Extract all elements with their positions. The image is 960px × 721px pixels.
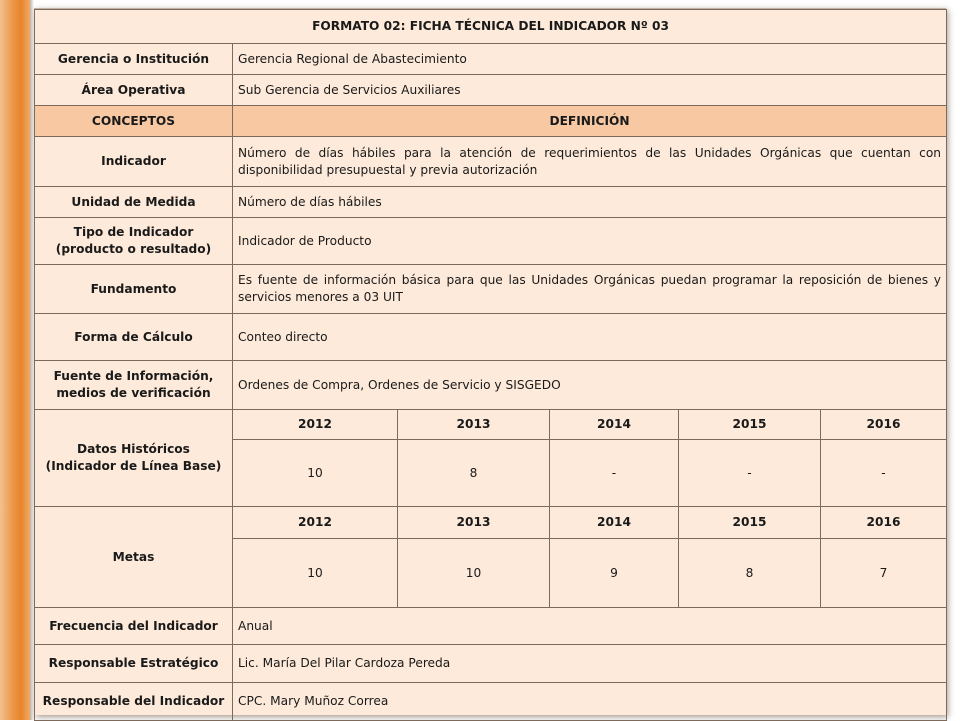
row-label: Unidad de Medida	[35, 187, 233, 218]
table-row	[35, 137, 947, 187]
table-row	[35, 75, 947, 106]
value-cell: -	[550, 440, 679, 507]
year-cell: 2016	[821, 410, 947, 440]
technical-sheet	[34, 8, 946, 715]
row-label: Frecuencia del Indicador	[35, 608, 233, 645]
indicator-table	[34, 9, 947, 721]
value-cell: 8	[679, 539, 821, 608]
row-value: Lic. María Del Pilar Cardoza Pereda	[233, 645, 947, 683]
row-value: Indicador de Producto	[233, 218, 947, 265]
year-cell: 2015	[679, 507, 821, 539]
metas-years-row	[35, 507, 947, 539]
row-value: Sub Gerencia de Servicios Auxiliares	[233, 75, 947, 106]
table-row	[35, 645, 947, 683]
row-label: Indicador	[35, 137, 233, 187]
row-value: Conteo directo	[233, 314, 947, 361]
value-cell: 8	[398, 440, 550, 507]
value-cell: 10	[233, 539, 398, 608]
row-value: Es fuente de información básica para que las Unidades Orgánicas puedan programar la reposición de bienes y servicios menores a 03 UIT	[233, 265, 947, 314]
decorative-side-bar	[0, 0, 30, 720]
table-row	[35, 44, 947, 75]
value-cell: 7	[821, 539, 947, 608]
value-cell: 10	[398, 539, 550, 608]
row-label: Área Operativa	[35, 75, 233, 106]
table-row	[35, 683, 947, 721]
table-row	[35, 361, 947, 410]
value-cell: 9	[550, 539, 679, 608]
year-cell: 2013	[398, 507, 550, 539]
row-label: Tipo de Indicador (producto o resultado)	[35, 218, 233, 265]
sheet-title: FORMATO 02: FICHA TÉCNICA DEL INDICADOR Nº 03	[35, 10, 947, 44]
row-value: CPC. Mary Muñoz Correa	[233, 683, 947, 721]
year-cell: 2012	[233, 410, 398, 440]
row-label: Fuente de Información, medios de verificación	[35, 361, 233, 410]
historicos-label: Datos Históricos (Indicador de Línea Base)	[35, 410, 233, 507]
value-cell: 10	[233, 440, 398, 507]
year-cell: 2016	[821, 507, 947, 539]
table-row	[35, 187, 947, 218]
row-label: Forma de Cálculo	[35, 314, 233, 361]
header-definicion: DEFINICIÓN	[233, 106, 947, 137]
row-value: Anual	[233, 608, 947, 645]
row-value: Número de días hábiles para la atención de requerimientos de las Unidades Orgánicas que cuentan con disponibilidad presupuestal y previa autorización	[233, 137, 947, 187]
year-cell: 2012	[233, 507, 398, 539]
year-cell: 2013	[398, 410, 550, 440]
value-cell: -	[679, 440, 821, 507]
row-label: Gerencia o Institución	[35, 44, 233, 75]
row-label: Fundamento	[35, 265, 233, 314]
year-cell: 2015	[679, 410, 821, 440]
year-cell: 2014	[550, 410, 679, 440]
row-value: Ordenes de Compra, Ordenes de Servicio y SISGEDO	[233, 361, 947, 410]
table-row	[35, 265, 947, 314]
header-conceptos: CONCEPTOS	[35, 106, 233, 137]
row-value: Gerencia Regional de Abastecimiento	[233, 44, 947, 75]
table-row	[35, 218, 947, 265]
header-row	[35, 106, 947, 137]
table-row	[35, 608, 947, 645]
row-label: Responsable Estratégico	[35, 645, 233, 683]
metas-label: Metas	[35, 507, 233, 608]
row-label: Responsable del Indicador	[35, 683, 233, 721]
historicos-years-row	[35, 410, 947, 440]
title-row	[35, 10, 947, 44]
value-cell: -	[821, 440, 947, 507]
row-value: Número de días hábiles	[233, 187, 947, 218]
year-cell: 2014	[550, 507, 679, 539]
table-row	[35, 314, 947, 361]
